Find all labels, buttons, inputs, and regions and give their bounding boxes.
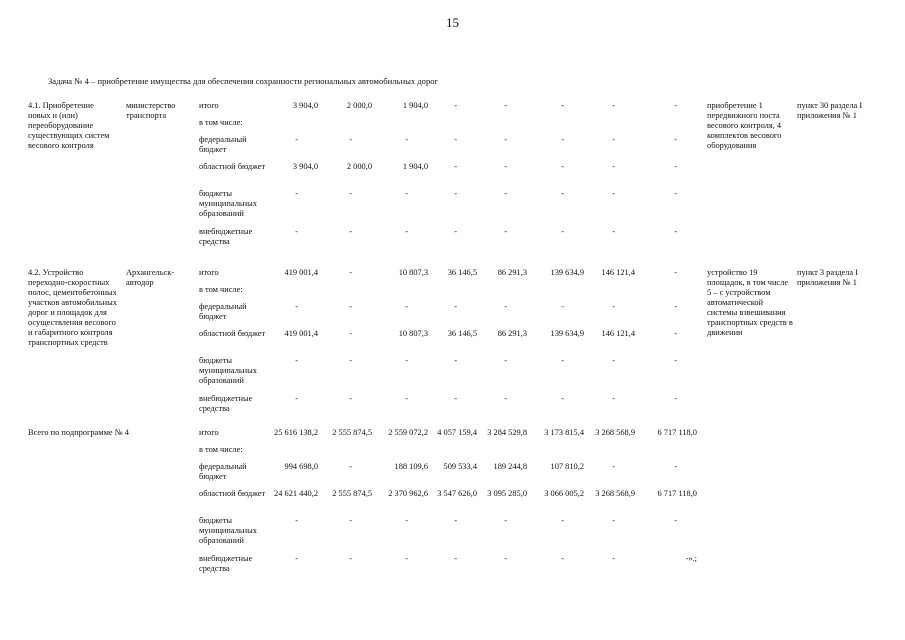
amount-cell: 3 268 568,9 bbox=[595, 489, 635, 498]
amount-cell: - bbox=[349, 189, 352, 198]
amount-cell: - bbox=[674, 101, 677, 110]
amount-cell: - bbox=[612, 462, 615, 471]
funding-source: итого bbox=[199, 268, 219, 277]
amount-cell: 2 370 962,6 bbox=[388, 489, 428, 498]
amount-cell: 24 621 440,2 bbox=[274, 489, 318, 498]
amount-cell: - bbox=[405, 302, 408, 311]
amount-cell: - bbox=[295, 394, 298, 403]
amount-cell: - bbox=[504, 227, 507, 236]
amount-cell: 36 146,5 bbox=[447, 268, 477, 277]
amount-cell: - bbox=[405, 516, 408, 525]
amount-cell: - bbox=[504, 554, 507, 563]
amount-cell: - bbox=[349, 394, 352, 403]
amount-cell: - bbox=[674, 189, 677, 198]
amount-cell: - bbox=[561, 135, 564, 144]
funding-source: в том числе: bbox=[199, 445, 243, 454]
amount-cell: 3 904,0 bbox=[292, 162, 318, 171]
funding-source: бюджеты муниципальных образований bbox=[199, 189, 257, 218]
amount-cell: -».; bbox=[685, 554, 697, 563]
responsible-org: министерство транспорта bbox=[126, 101, 176, 120]
amount-cell: 419 001,4 bbox=[284, 268, 318, 277]
amount-cell: - bbox=[349, 268, 352, 277]
amount-cell: - bbox=[349, 516, 352, 525]
amount-cell: - bbox=[295, 302, 298, 311]
amount-cell: - bbox=[405, 189, 408, 198]
amount-cell: 3 284 529,8 bbox=[487, 428, 527, 437]
amount-cell: - bbox=[405, 135, 408, 144]
amount-cell: - bbox=[504, 189, 507, 198]
table-row bbox=[0, 489, 905, 515]
amount-cell: - bbox=[674, 329, 677, 338]
amount-cell: 3 268 568,9 bbox=[595, 428, 635, 437]
amount-cell: 3 547 626,0 bbox=[437, 489, 477, 498]
amount-cell: - bbox=[561, 101, 564, 110]
amount-cell: - bbox=[349, 302, 352, 311]
amount-cell: - bbox=[561, 516, 564, 525]
funding-source: федеральный бюджет bbox=[199, 462, 247, 481]
amount-cell: - bbox=[295, 189, 298, 198]
amount-cell: - bbox=[561, 394, 564, 403]
amount-cell: - bbox=[612, 101, 615, 110]
amount-cell: - bbox=[561, 162, 564, 171]
amount-cell: 994 698,0 bbox=[284, 462, 318, 471]
amount-cell: 86 291,3 bbox=[497, 329, 527, 338]
amount-cell: - bbox=[504, 394, 507, 403]
amount-cell: - bbox=[612, 189, 615, 198]
measure-name: Всего по подпрограмме № 4 bbox=[28, 428, 129, 437]
amount-cell: - bbox=[674, 227, 677, 236]
table-row bbox=[0, 162, 905, 188]
funding-source: федеральный бюджет bbox=[199, 135, 247, 154]
amount-cell: 139 634,9 bbox=[550, 268, 584, 277]
amount-cell: - bbox=[405, 356, 408, 365]
amount-cell: - bbox=[561, 554, 564, 563]
amount-cell: - bbox=[612, 554, 615, 563]
amount-cell: - bbox=[612, 394, 615, 403]
amount-cell: - bbox=[674, 462, 677, 471]
amount-cell: - bbox=[454, 162, 457, 171]
amount-cell: - bbox=[561, 302, 564, 311]
amount-cell: - bbox=[504, 302, 507, 311]
amount-cell: 6 717 118,0 bbox=[657, 489, 697, 498]
table-row bbox=[0, 329, 905, 355]
amount-cell: - bbox=[504, 516, 507, 525]
table-row bbox=[0, 302, 905, 328]
funding-source: в том числе: bbox=[199, 118, 243, 127]
amount-cell: 2 555 874,5 bbox=[332, 428, 372, 437]
funding-source: итого bbox=[199, 101, 219, 110]
table-row bbox=[0, 516, 905, 545]
expected-result: устройство 19 площадок, в том числе 5 – с устройством автоматической системы взвешивания транспортных средств в движении bbox=[707, 268, 793, 337]
reference: пункт 30 раздела I приложения № 1 bbox=[797, 101, 863, 120]
responsible-org: Архангельск-автодор bbox=[126, 268, 175, 287]
amount-cell: 36 146,5 bbox=[447, 329, 477, 338]
amount-cell: - bbox=[454, 394, 457, 403]
amount-cell: - bbox=[405, 394, 408, 403]
amount-cell: 25 616 138,2 bbox=[274, 428, 318, 437]
amount-cell: - bbox=[454, 101, 457, 110]
amount-cell: 139 634,9 bbox=[550, 329, 584, 338]
amount-cell: - bbox=[561, 227, 564, 236]
task-title: Задача № 4 – приобретение имущества для обеспечения сохранности региональных автомобильных дорог bbox=[48, 76, 439, 86]
table-row bbox=[0, 394, 905, 420]
amount-cell: - bbox=[674, 302, 677, 311]
amount-cell: - bbox=[295, 516, 298, 525]
amount-cell: - bbox=[561, 356, 564, 365]
amount-cell: - bbox=[454, 135, 457, 144]
amount-cell: - bbox=[454, 227, 457, 236]
amount-cell: 10 807,3 bbox=[398, 268, 428, 277]
amount-cell: - bbox=[674, 268, 677, 277]
funding-source: в том числе: bbox=[199, 285, 243, 294]
amount-cell: - bbox=[405, 227, 408, 236]
table-row bbox=[0, 189, 905, 218]
funding-source: внебюджетные средства bbox=[199, 227, 253, 246]
amount-cell: - bbox=[674, 516, 677, 525]
table-row bbox=[0, 554, 905, 580]
amount-cell: - bbox=[454, 302, 457, 311]
amount-cell: 3 173 815,4 bbox=[544, 428, 584, 437]
amount-cell: - bbox=[349, 462, 352, 471]
table-row bbox=[0, 135, 905, 161]
amount-cell: - bbox=[612, 162, 615, 171]
amount-cell: 107 810,2 bbox=[550, 462, 584, 471]
amount-cell: - bbox=[295, 135, 298, 144]
funding-source: областной бюджет bbox=[199, 329, 266, 338]
amount-cell: 3 904,0 bbox=[292, 101, 318, 110]
amount-cell: - bbox=[504, 101, 507, 110]
amount-cell: 1 904,0 bbox=[402, 162, 428, 171]
amount-cell: - bbox=[454, 189, 457, 198]
amount-cell: 6 717 118,0 bbox=[657, 428, 697, 437]
amount-cell: 2 559 072,2 bbox=[388, 428, 428, 437]
expected-result: приобретение 1 передвижного поста весового контроля, 4 комплектов весового оборудования bbox=[707, 101, 782, 150]
amount-cell: 188 109,6 bbox=[394, 462, 428, 471]
amount-cell: 509 533,4 bbox=[443, 462, 477, 471]
amount-cell: - bbox=[349, 329, 352, 338]
amount-cell: - bbox=[612, 516, 615, 525]
amount-cell: - bbox=[454, 516, 457, 525]
amount-cell: 2 000,0 bbox=[346, 101, 372, 110]
amount-cell: - bbox=[349, 135, 352, 144]
amount-cell: - bbox=[405, 554, 408, 563]
page-number: 15 bbox=[446, 15, 459, 30]
amount-cell: - bbox=[295, 227, 298, 236]
funding-source: внебюджетные средства bbox=[199, 554, 253, 573]
table-row bbox=[0, 356, 905, 385]
amount-cell: 2 555 874,5 bbox=[332, 489, 372, 498]
amount-cell: 10 807,3 bbox=[398, 329, 428, 338]
amount-cell: 419 001,4 bbox=[284, 329, 318, 338]
amount-cell: 4 057 159,4 bbox=[437, 428, 477, 437]
funding-source: федеральный бюджет bbox=[199, 302, 247, 321]
amount-cell: 1 904,0 bbox=[402, 101, 428, 110]
amount-cell: - bbox=[561, 189, 564, 198]
amount-cell: - bbox=[454, 356, 457, 365]
amount-cell: - bbox=[295, 554, 298, 563]
amount-cell: 146 121,4 bbox=[601, 329, 635, 338]
amount-cell: - bbox=[612, 302, 615, 311]
table-row bbox=[0, 462, 905, 488]
amount-cell: 189 244,8 bbox=[493, 462, 527, 471]
amount-cell: - bbox=[612, 135, 615, 144]
funding-source: внебюджетные средства bbox=[199, 394, 253, 413]
amount-cell: 3 066 005,2 bbox=[544, 489, 584, 498]
measure-name: 4.1. Приобретение новых и (или) переоборудование существующих систем весового контроля bbox=[28, 101, 110, 150]
amount-cell: - bbox=[454, 554, 457, 563]
amount-cell: 146 121,4 bbox=[601, 268, 635, 277]
amount-cell: 86 291,3 bbox=[497, 268, 527, 277]
amount-cell: - bbox=[349, 356, 352, 365]
amount-cell: - bbox=[674, 162, 677, 171]
funding-source: областной бюджет bbox=[199, 162, 266, 171]
funding-source: бюджеты муниципальных образований bbox=[199, 356, 257, 385]
amount-cell: - bbox=[612, 227, 615, 236]
table-row bbox=[0, 227, 905, 253]
reference: пункт 3 раздела I приложения № 1 bbox=[797, 268, 858, 287]
funding-source: областной бюджет bbox=[199, 489, 266, 498]
amount-cell: - bbox=[674, 394, 677, 403]
funding-source: бюджеты муниципальных образований bbox=[199, 516, 257, 545]
amount-cell: - bbox=[295, 356, 298, 365]
amount-cell: - bbox=[612, 356, 615, 365]
amount-cell: - bbox=[349, 227, 352, 236]
amount-cell: - bbox=[674, 356, 677, 365]
amount-cell: - bbox=[504, 162, 507, 171]
amount-cell: 2 000,0 bbox=[346, 162, 372, 171]
amount-cell: - bbox=[349, 554, 352, 563]
measure-name: 4.2. Устройство переходно-скоростных полос, цементобетонных участков автомобильных дорог и площадок для осуществления весового и габаритного контроля транспортных средств bbox=[28, 268, 117, 347]
amount-cell: - bbox=[504, 135, 507, 144]
funding-source: итого bbox=[199, 428, 219, 437]
amount-cell: - bbox=[674, 135, 677, 144]
amount-cell: - bbox=[504, 356, 507, 365]
amount-cell: 3 095 285,0 bbox=[487, 489, 527, 498]
